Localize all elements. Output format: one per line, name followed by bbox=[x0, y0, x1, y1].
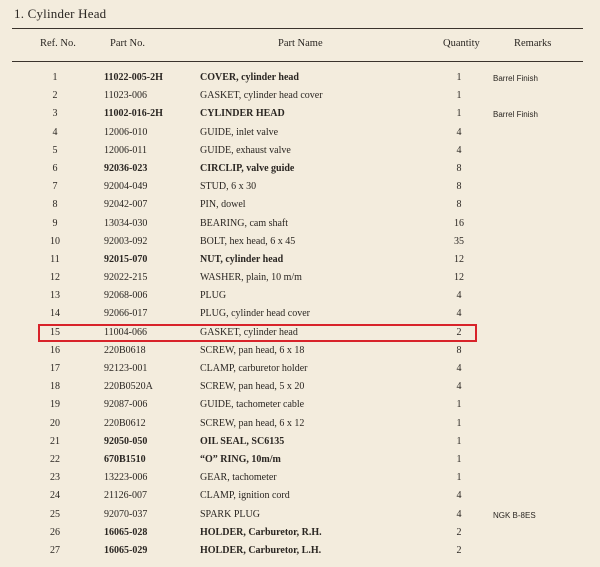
ref-no-cell: 25 bbox=[50, 508, 60, 520]
quantity-cell: 4 bbox=[456, 363, 462, 374]
quantity-cell: 8 bbox=[456, 181, 462, 193]
part-name-cell: COVER, cylinder head bbox=[200, 72, 299, 83]
part-name-cell: GUIDE, exhaust valve bbox=[200, 144, 291, 156]
ref-no-cell: 8 bbox=[52, 199, 58, 211]
quantity-cell: 16 bbox=[454, 217, 464, 229]
quantity-cell: 1 bbox=[456, 435, 462, 447]
section-title: 1. Cylinder Head bbox=[14, 6, 107, 21]
remarks-cell: NGK B-8ES bbox=[493, 510, 536, 520]
table-row bbox=[0, 254, 600, 272]
header-part-no: Part No. bbox=[110, 38, 145, 49]
part-name-cell: OIL SEAL, SC6135 bbox=[200, 435, 285, 447]
quantity-cell: 2 bbox=[456, 544, 462, 556]
ref-no-cell: 7 bbox=[52, 181, 58, 193]
part-no-cell: 21126-007 bbox=[104, 490, 147, 502]
table-row bbox=[0, 345, 600, 363]
header-ref-no: Ref. No. bbox=[40, 38, 76, 49]
part-name-cell: SPARK PLUG bbox=[200, 508, 260, 520]
table-row bbox=[0, 236, 600, 254]
ref-no-cell: 15 bbox=[50, 326, 60, 338]
part-no-cell: 92050-050 bbox=[104, 435, 148, 447]
parts-table-body bbox=[0, 72, 600, 563]
ref-no-cell: 6 bbox=[52, 162, 58, 174]
ref-no-cell: 12 bbox=[50, 272, 60, 284]
ref-no-cell: 26 bbox=[50, 526, 60, 538]
remarks-cell: Barrel Finish bbox=[493, 110, 538, 120]
header-rule bbox=[12, 61, 583, 62]
highlight-box bbox=[38, 324, 477, 342]
part-name-cell: HOLDER, Carburetor, R.H. bbox=[200, 526, 322, 538]
ref-no-cell: 20 bbox=[50, 417, 60, 429]
ref-no-cell: 11 bbox=[50, 253, 60, 265]
part-no-cell: 92004-049 bbox=[104, 181, 148, 193]
table-row bbox=[0, 218, 600, 236]
part-name-cell: CIRCLIP, valve guide bbox=[200, 162, 295, 174]
part-name-cell: GASKET, cylinder head cover bbox=[200, 90, 323, 102]
part-no-cell: 12006-011 bbox=[104, 144, 147, 156]
quantity-cell: 4 bbox=[456, 490, 462, 502]
part-no-cell: 92036-023 bbox=[104, 162, 148, 174]
ref-no-cell: 17 bbox=[50, 363, 60, 374]
part-name-cell: GUIDE, tachometer cable bbox=[200, 399, 305, 411]
table-row bbox=[0, 399, 600, 417]
quantity-cell: 4 bbox=[456, 508, 462, 520]
quantity-cell: 12 bbox=[454, 272, 464, 284]
part-no-cell: 11002-016-2H bbox=[104, 108, 163, 120]
quantity-cell: 4 bbox=[456, 126, 462, 138]
part-no-cell: 92015-070 bbox=[104, 253, 148, 265]
table-row bbox=[0, 108, 600, 126]
quantity-cell: 12 bbox=[454, 253, 464, 265]
part-no-cell: 16065-028 bbox=[104, 526, 148, 538]
part-no-cell: 92070-037 bbox=[104, 508, 148, 520]
part-no-cell: 13223-006 bbox=[104, 472, 148, 484]
quantity-cell: 4 bbox=[456, 381, 462, 393]
quantity-cell: 1 bbox=[456, 472, 462, 484]
part-no-cell: 220B0612 bbox=[104, 417, 146, 429]
part-name-cell: HOLDER, Carburetor, L.H. bbox=[200, 544, 322, 556]
ref-no-cell: 18 bbox=[50, 381, 60, 393]
part-name-cell: SCREW, pan head, 6 x 12 bbox=[200, 417, 305, 429]
quantity-cell: 1 bbox=[456, 399, 462, 411]
table-row bbox=[0, 381, 600, 399]
quantity-cell: 8 bbox=[456, 199, 462, 211]
part-no-cell: 92066-017 bbox=[104, 308, 148, 320]
header-part-name: Part Name bbox=[278, 38, 323, 49]
ref-no-cell: 10 bbox=[50, 235, 60, 247]
quantity-cell: 1 bbox=[456, 453, 462, 465]
part-name-cell: CLAMP, ignition cord bbox=[200, 490, 290, 502]
ref-no-cell: 21 bbox=[50, 435, 60, 447]
ref-no-cell: 5 bbox=[52, 144, 58, 156]
quantity-cell: 8 bbox=[456, 162, 462, 174]
table-row bbox=[0, 145, 600, 163]
part-name-cell: GASKET, cylinder head bbox=[200, 326, 298, 338]
ref-no-cell: 4 bbox=[52, 126, 58, 138]
table-row bbox=[0, 490, 600, 508]
quantity-cell: 1 bbox=[456, 108, 462, 120]
part-no-cell: 12006-010 bbox=[104, 126, 148, 138]
table-row bbox=[0, 363, 600, 381]
quantity-cell: 4 bbox=[456, 308, 462, 320]
table-row bbox=[0, 527, 600, 545]
part-name-cell: NUT, cylinder head bbox=[200, 253, 284, 265]
part-name-cell: SCREW, pan head, 6 x 18 bbox=[200, 344, 305, 356]
table-row bbox=[0, 90, 600, 108]
quantity-cell: 2 bbox=[456, 326, 462, 338]
remarks-cell: Barrel Finish bbox=[493, 74, 538, 83]
part-no-cell: 220B0618 bbox=[104, 344, 146, 356]
quantity-cell: 35 bbox=[454, 235, 464, 247]
part-name-cell: WASHER, plain, 10 m/m bbox=[200, 272, 302, 284]
header-quantity: Quantity bbox=[443, 38, 480, 49]
ref-no-cell: 2 bbox=[52, 90, 58, 102]
table-row bbox=[0, 163, 600, 181]
quantity-cell: 2 bbox=[456, 526, 462, 538]
part-no-cell: 92042-007 bbox=[104, 199, 148, 211]
part-no-cell: 16065-029 bbox=[104, 544, 148, 556]
quantity-cell: 8 bbox=[456, 344, 462, 356]
table-row bbox=[0, 290, 600, 308]
table-row bbox=[0, 454, 600, 472]
part-name-cell: GUIDE, inlet valve bbox=[200, 126, 279, 138]
header-remarks: Remarks bbox=[514, 38, 552, 49]
part-no-cell: 92087-006 bbox=[104, 399, 148, 411]
ref-no-cell: 3 bbox=[52, 108, 58, 120]
part-name-cell: GEAR, tachometer bbox=[200, 472, 277, 484]
table-row bbox=[0, 436, 600, 454]
top-rule bbox=[12, 28, 583, 29]
quantity-cell: 1 bbox=[456, 90, 462, 102]
part-no-cell: 92068-006 bbox=[104, 290, 148, 302]
table-row bbox=[0, 545, 600, 563]
part-name-cell: PLUG, cylinder head cover bbox=[200, 308, 310, 320]
ref-no-cell: 19 bbox=[50, 399, 60, 411]
ref-no-cell: 9 bbox=[52, 217, 58, 229]
ref-no-cell: 23 bbox=[50, 472, 60, 484]
part-no-cell: 11004-066 bbox=[104, 326, 147, 338]
quantity-cell: 4 bbox=[456, 290, 462, 302]
table-row bbox=[0, 418, 600, 436]
part-no-cell: 92022-215 bbox=[104, 272, 148, 284]
part-no-cell: 220B0520A bbox=[104, 381, 153, 393]
ref-no-cell: 22 bbox=[50, 453, 60, 465]
part-name-cell: CLAMP, carburetor holder bbox=[200, 363, 308, 374]
part-name-cell: PLUG bbox=[200, 290, 227, 302]
ref-no-cell: 1 bbox=[52, 72, 58, 83]
table-row bbox=[0, 272, 600, 290]
part-no-cell: 13034-030 bbox=[104, 217, 148, 229]
part-name-cell: “O” RING, 10m/m bbox=[200, 453, 281, 465]
ref-no-cell: 14 bbox=[50, 308, 60, 320]
part-name-cell: BOLT, hex head, 6 x 45 bbox=[200, 235, 296, 247]
quantity-cell: 1 bbox=[456, 72, 462, 83]
part-name-cell: CYLINDER HEAD bbox=[200, 108, 285, 120]
ref-no-cell: 27 bbox=[50, 544, 60, 556]
table-row bbox=[0, 72, 600, 90]
part-no-cell: 11022-005-2H bbox=[104, 72, 163, 83]
table-row bbox=[0, 199, 600, 217]
part-name-cell: PIN, dowel bbox=[200, 199, 246, 211]
part-no-cell: 11023-006 bbox=[104, 90, 147, 102]
ref-no-cell: 16 bbox=[50, 344, 60, 356]
part-name-cell: SCREW, pan head, 5 x 20 bbox=[200, 381, 305, 393]
table-row bbox=[0, 509, 600, 527]
ref-no-cell: 24 bbox=[50, 490, 60, 502]
table-row bbox=[0, 472, 600, 490]
part-name-cell: BEARING, cam shaft bbox=[200, 217, 289, 229]
quantity-cell: 1 bbox=[456, 417, 462, 429]
part-no-cell: 92123-001 bbox=[104, 363, 148, 374]
part-no-cell: 92003-092 bbox=[104, 235, 148, 247]
ref-no-cell: 13 bbox=[50, 290, 60, 302]
part-no-cell: 670B1510 bbox=[104, 453, 146, 465]
quantity-cell: 4 bbox=[456, 144, 462, 156]
table-row bbox=[0, 181, 600, 199]
part-name-cell: STUD, 6 x 30 bbox=[200, 181, 257, 193]
table-row bbox=[0, 127, 600, 145]
